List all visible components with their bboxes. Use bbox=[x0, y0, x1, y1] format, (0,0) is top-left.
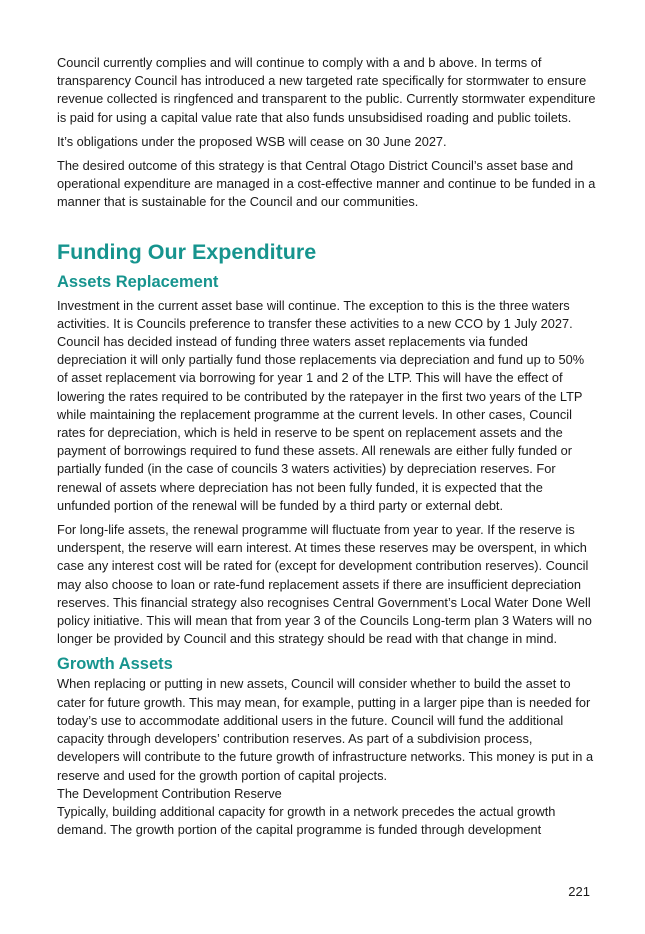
document-page bbox=[57, 54, 597, 839]
subheading-assets-replacement: Assets Replacement bbox=[57, 272, 219, 291]
assets-replacement-paragraph-2: For long-life assets, the renewal programme will fluctuate from year to year. If the reserve is underspent, the reserve will earn interest. At times these reserves may be overspent, in which case any interest cost will be rated for (except for development contribution reserves). Council may also choose to loan or rate-fund replacement assets if there are insufficient depreciation reserves. This financial strategy also recognises Central Government’s Local Water Done Well policy initiative. This will mean that from year 3 of the Councils Long-term plan 3 Waters will no longer be provided by Council and this strategy should be read with that change in mind. bbox=[57, 522, 592, 647]
assets-replacement-paragraph-1: Investment in the current asset base will continue. The exception to this is the three waters activities. It is Councils preference to transfer these activities to a new CCO by 1 July 2027. Council has decided instead of funding three waters asset replacements via funded depreciation it will only partially fund those replacements via depreciation and fund up to 50% of asset replacement via borrowing for year 1 and 2 of the LTP. This will have the effect of lowering the rates required to be contributed by the ratepayer in the first two years of the LTP while maintaining the replacement programme at the current levels. In other cases, Council rates for depreciation, which is held in reserve to be spent on replacement assets and the payment of borrowings required to fund these assets. All renewals are either fully funded or partially funded (in the case of councils 3 waters activities) by depreciation reserves. For renewal of assets where depreciation has not been fully funded, it is expected that the unfunded portion of the renewal will be funded by a third party or external debt. bbox=[57, 297, 585, 513]
intro-paragraph-compliance: Council currently complies and will continue to comply with a and b above. In terms of transparency Council has introduced a new targeted rate specifically for stormwater to ensure revenue collected is ringfenced and transparent to the public. Currently stormwater expenditure is paid for using a capital value rate that also funds unsubsidised roading and public toilets. bbox=[57, 55, 596, 125]
growth-assets-reserve-label: The Development Contribution Reserve bbox=[57, 785, 282, 801]
intro-paragraph-outcome: The desired outcome of this strategy is that Central Otago District Council’s asset base and operational expenditure are managed in a cost-effective manner and continue to be funded in a manner that is sustainable for the Council and our communities. bbox=[57, 158, 596, 210]
intro-paragraph-wsb: It’s obligations under the proposed WSB will cease on 30 June 2027. bbox=[57, 133, 447, 149]
growth-assets-paragraph-1: When replacing or putting in new assets, Council will consider whether to build the asset to cater for future growth. This may mean, for example, putting in a larger pipe than is needed for today’s use to accommodate additional users in the future. Council will fund the additional capacity through developers’ contribution reserves. As part of a subdivision process, developers will contribute to the future growth of infrastructure networks. This money is put in a reserve and used for the growth portion of capital projects. bbox=[57, 676, 594, 783]
growth-assets-paragraph-2: Typically, building additional capacity for growth in a network precedes the actual growth demand. The growth portion of the capital programme is funded through development bbox=[57, 803, 556, 838]
section-heading-funding: Funding Our Expenditure bbox=[57, 239, 317, 264]
subheading-growth-assets: Growth Assets bbox=[57, 655, 173, 674]
page-number: 221 bbox=[568, 884, 590, 899]
